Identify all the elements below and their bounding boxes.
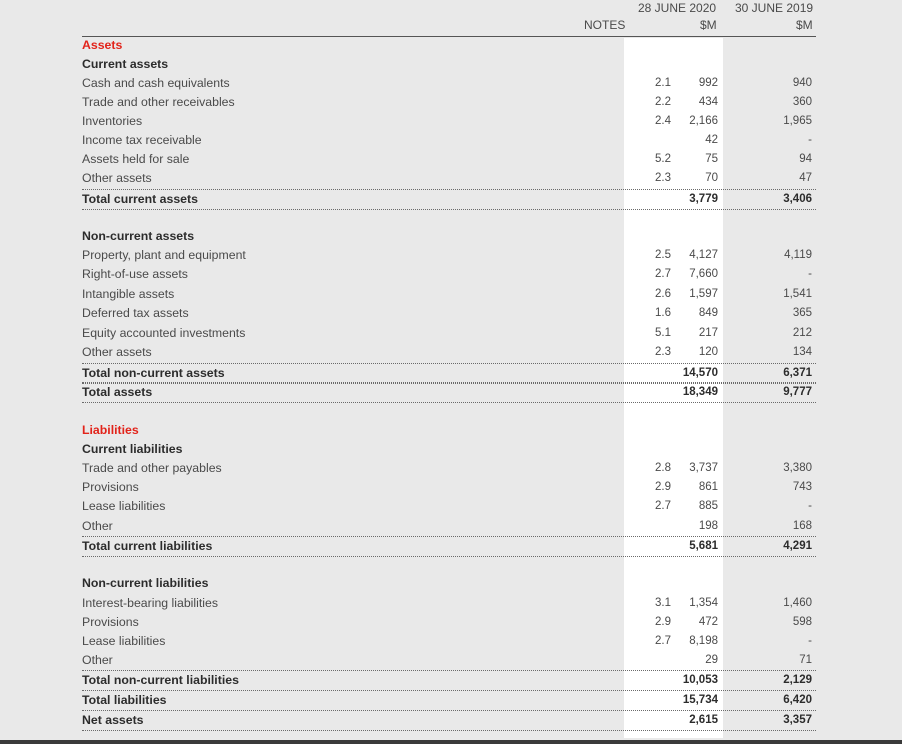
value-2019: 1,541 xyxy=(783,288,812,300)
value-2020: 2,615 xyxy=(689,714,718,726)
table-row xyxy=(82,112,816,131)
value-2019: 3,406 xyxy=(783,193,812,205)
row-label: Interest-bearing liabilities xyxy=(82,596,219,610)
row-label: Non-current assets xyxy=(82,229,195,243)
row-label: Assets held for sale xyxy=(82,152,190,166)
value-2019: - xyxy=(808,134,812,146)
table-row xyxy=(82,632,816,651)
table-row xyxy=(82,613,816,632)
row-note: 2.6 xyxy=(655,288,671,300)
value-2019: 1,460 xyxy=(783,597,812,609)
value-2019: 6,371 xyxy=(783,367,812,379)
row-label: Other xyxy=(82,519,113,533)
table-row xyxy=(82,651,816,670)
value-2020: 3,779 xyxy=(689,193,718,205)
row-note: 2.1 xyxy=(655,77,671,89)
row-label: Cash and cash equivalents xyxy=(82,76,230,90)
row-label: Inventories xyxy=(82,114,143,128)
row-label: Lease liabilities xyxy=(82,499,166,513)
value-2019: 212 xyxy=(792,327,812,339)
section-heading xyxy=(82,421,816,440)
row-note: 2.3 xyxy=(655,346,671,358)
value-2020: 5,681 xyxy=(689,540,718,552)
total-row xyxy=(82,536,816,557)
value-2019: 47 xyxy=(799,172,812,184)
row-label: Deferred tax assets xyxy=(82,306,189,320)
value-2019: 4,291 xyxy=(783,540,812,552)
row-label: Total current liabilities xyxy=(82,539,213,553)
row-label: Liabilities xyxy=(82,423,139,437)
value-2019: 743 xyxy=(792,481,812,493)
row-label: Total assets xyxy=(82,385,153,399)
col-2019-date: 30 JUNE 2019 xyxy=(735,1,814,15)
value-2020: 472 xyxy=(698,616,718,628)
total-row xyxy=(82,710,816,731)
value-2020: 29 xyxy=(705,654,718,666)
row-note: 2.7 xyxy=(655,635,671,647)
value-2019: 365 xyxy=(792,307,812,319)
table-row xyxy=(82,285,816,304)
value-2020: 42 xyxy=(705,134,718,146)
value-2020: 3,737 xyxy=(689,462,718,474)
value-2019: - xyxy=(808,268,812,280)
value-2019: 9,777 xyxy=(783,386,812,398)
table-row xyxy=(82,343,816,362)
row-label: Total non-current assets xyxy=(82,366,225,380)
value-2019: 598 xyxy=(792,616,812,628)
table-row xyxy=(82,150,816,169)
row-label: Current liabilities xyxy=(82,442,183,456)
row-note: 2.3 xyxy=(655,172,671,184)
value-2019: - xyxy=(808,500,812,512)
table-row xyxy=(82,497,816,516)
row-note: 2.8 xyxy=(655,462,671,474)
value-2020: 120 xyxy=(698,346,718,358)
value-2020: 75 xyxy=(705,153,718,165)
value-2019: - xyxy=(808,635,812,647)
row-label: Total current assets xyxy=(82,192,198,206)
total-row xyxy=(82,690,816,711)
value-2020: 70 xyxy=(705,172,718,184)
value-2019: 71 xyxy=(799,654,812,666)
row-note: 5.1 xyxy=(655,327,671,339)
section-heading xyxy=(82,440,816,459)
row-label: Trade and other payables xyxy=(82,461,222,475)
value-2019: 3,357 xyxy=(783,714,812,726)
value-2020: 885 xyxy=(698,500,718,512)
value-2019: 94 xyxy=(799,153,812,165)
total-row xyxy=(82,382,816,403)
value-2019: 3,380 xyxy=(783,462,812,474)
value-2019: 2,129 xyxy=(783,674,812,686)
row-note: 5.2 xyxy=(655,153,671,165)
row-note: 2.7 xyxy=(655,268,671,280)
table-row xyxy=(82,169,816,188)
notes-header: NOTES xyxy=(584,18,626,32)
row-label: Total liabilities xyxy=(82,693,167,707)
row-note: 2.2 xyxy=(655,96,671,108)
value-2020: 7,660 xyxy=(689,268,718,280)
value-2019: 4,119 xyxy=(784,249,812,261)
table-row xyxy=(82,74,816,93)
row-label: Other assets xyxy=(82,345,152,359)
value-2020: 18,349 xyxy=(682,386,718,398)
value-2020: 861 xyxy=(698,481,718,493)
value-2020: 849 xyxy=(698,307,718,319)
section-heading xyxy=(82,574,816,593)
row-label: Trade and other receivables xyxy=(82,95,235,109)
row-label: Total non-current liabilities xyxy=(82,673,239,687)
row-label: Assets xyxy=(82,38,123,52)
value-2020: 217 xyxy=(698,327,718,339)
table-row xyxy=(82,594,816,613)
row-label: Equity accounted investments xyxy=(82,326,246,340)
row-label: Lease liabilities xyxy=(82,634,166,648)
table-row xyxy=(82,517,816,536)
row-label: Provisions xyxy=(82,615,139,629)
col-2019-unit: $M xyxy=(796,18,813,32)
row-label: Intangible assets xyxy=(82,287,175,301)
value-2020: 15,734 xyxy=(682,694,718,706)
col-2020-unit: $M xyxy=(700,18,717,32)
value-2020: 8,198 xyxy=(689,635,718,647)
value-2019: 134 xyxy=(792,346,812,358)
value-2019: 940 xyxy=(792,77,812,89)
value-2020: 4,127 xyxy=(689,249,718,261)
value-2020: 1,354 xyxy=(689,597,718,609)
table-row xyxy=(82,459,816,478)
value-2020: 14,570 xyxy=(682,367,718,379)
bottom-edge xyxy=(0,740,902,744)
value-2019: 168 xyxy=(792,520,812,532)
col-2020-date: 28 JUNE 2020 xyxy=(638,1,717,15)
value-2020: 434 xyxy=(698,96,718,108)
row-note: 2.5 xyxy=(655,249,671,261)
table-row xyxy=(82,93,816,112)
row-label: Right-of-use assets xyxy=(82,267,188,281)
value-2020: 2,166 xyxy=(689,115,718,127)
section-heading xyxy=(82,55,816,74)
table-row xyxy=(82,324,816,343)
section-heading xyxy=(82,227,816,246)
value-2020: 992 xyxy=(698,77,718,89)
table-row xyxy=(82,131,816,150)
row-note: 2.4 xyxy=(655,115,671,127)
table-row xyxy=(82,265,816,284)
row-label: Other assets xyxy=(82,171,152,185)
row-label: Provisions xyxy=(82,480,139,494)
value-2020: 10,053 xyxy=(682,674,718,686)
total-row xyxy=(82,363,816,384)
row-label: Other xyxy=(82,653,113,667)
row-note: 3.1 xyxy=(655,597,671,609)
value-2020: 198 xyxy=(698,520,718,532)
row-note: 2.9 xyxy=(655,616,671,628)
row-note: 1.6 xyxy=(655,307,671,319)
row-label: Net assets xyxy=(82,713,144,727)
value-2019: 6,420 xyxy=(783,694,812,706)
row-label: Non-current liabilities xyxy=(82,576,209,590)
row-note: 2.9 xyxy=(655,481,671,493)
value-2020: 1,597 xyxy=(689,288,718,300)
total-row xyxy=(82,189,816,210)
table-row xyxy=(82,246,816,265)
value-2019: 360 xyxy=(792,96,812,108)
value-2019: 1,965 xyxy=(783,115,812,127)
table-row xyxy=(82,478,816,497)
row-label: Income tax receivable xyxy=(82,133,202,147)
section-heading xyxy=(82,36,816,55)
row-note: 2.7 xyxy=(655,500,671,512)
row-label: Property, plant and equipment xyxy=(82,248,246,262)
table-row xyxy=(82,304,816,323)
row-label: Current assets xyxy=(82,57,169,71)
total-row xyxy=(82,670,816,691)
